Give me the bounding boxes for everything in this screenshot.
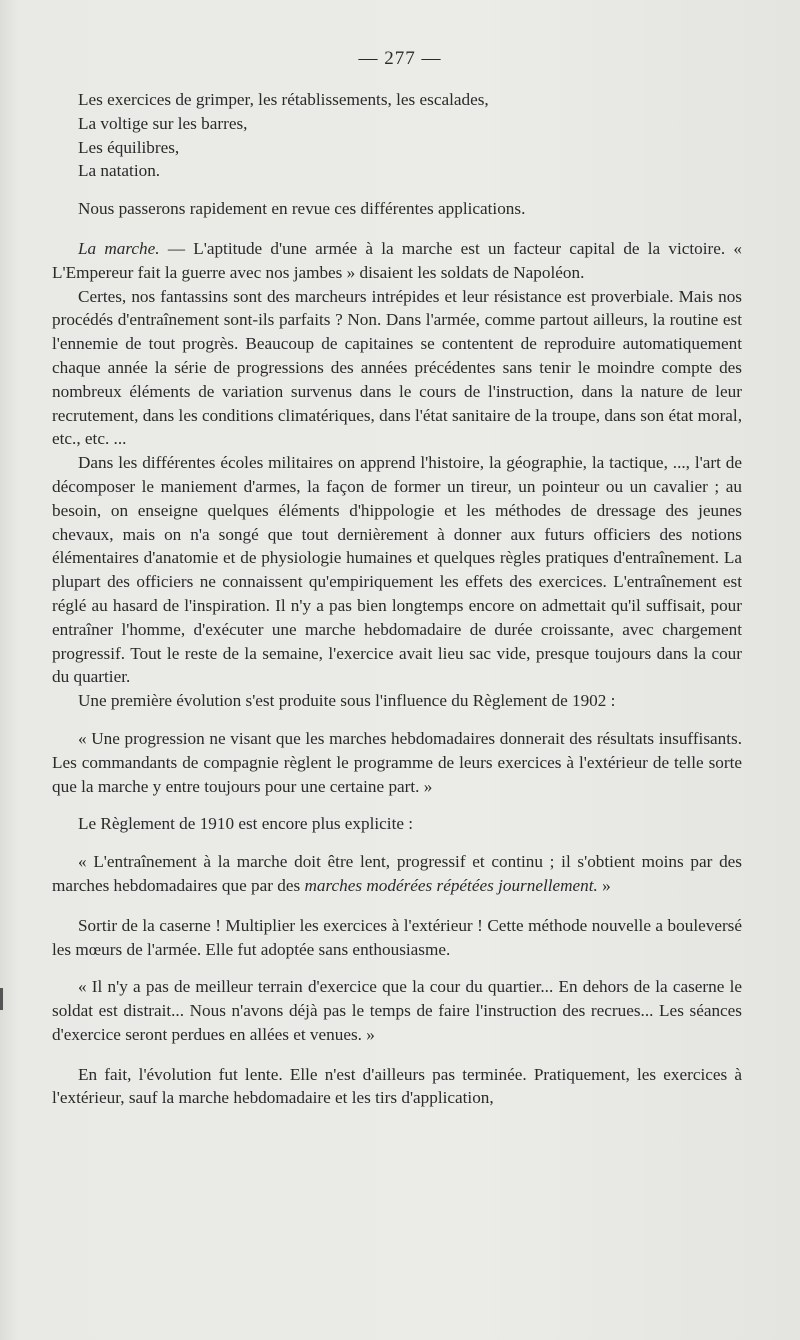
paragraph-en-fait: En fait, l'évolution fut lente. Elle n'est d'ailleurs pas terminée. Pratiquement, les exercices à l'extérieur, sauf la marche hebdomadaire et les tirs d'application, [52, 1064, 742, 1108]
list-line: Les équilibres, [78, 137, 180, 157]
paragraph-intro: Nous passerons rapidement en revue ces différentes applications. [78, 199, 526, 219]
page-number: — 277 — [358, 48, 442, 69]
quote-1910-end: » [597, 875, 611, 895]
list-line: La natation. [78, 161, 161, 181]
list-line: Les exercices de grimper, les rétablissements, les escalades, [78, 90, 489, 109]
page-body [52, 88, 742, 1110]
paragraph-marche [52, 237, 742, 285]
paragraph-marche-text: — L'aptitude d'une armée à la marche est un facteur capital de la victoire. « L'Empereur fait la guerre avec nos jambes » disaient les soldats de Napoléon. [52, 238, 742, 282]
quote-1910-start: « L'entraînement à la marche doit être lent, progressif et continu ; il s'obtient moins par des marches hebdomadaires que par des [52, 852, 742, 895]
paragraph-ecoles: Dans les différentes écoles militaires on apprend l'histoire, la géographie, la tactique, ..., l'art de décomposer le maniement d'armes, la façon de former un tireur, un pointeur ou un cavalier ; au besoin, on enseigne quelques éléments d'hippologie et les méthodes de dressage des jeunes chevaux, mais on n'a songé que tout dernièrement à donner aux futurs officiers des notions élémentaires d'anatomie et de physiologie humaines et quelques règles pratiques d'entraînement. La plupart des officiers ne connaissent qu'empiriquement les effets des exercices. L'entraînement est réglé au hasard de l'inspiration. Il n'y a pas bien longtemps encore on admettait qu'il suffisait, pour entraîner l'homme, d'exécuter une marche hebdomadaire de durée croissante, avec chargement progressif. Tout le reste de la semaine, l'exercice avait lieu sac vide, presque toujours dans la cour du quartier. [52, 453, 742, 687]
quote-1910-emphasis: marches modérées répétées journellement. [304, 875, 598, 895]
quote-reglement-1910 [52, 850, 742, 898]
list-line: La voltige sur les barres, [78, 113, 248, 133]
paragraph-sortir: Sortir de la caserne ! Multiplier les exercices à l'extérieur ! Cette méthode nouvelle a bouleversé les mœurs de l'armée. Elle fut adoptée sans enthousiasme. [52, 915, 742, 959]
quote-reglement-1902: « Une progression ne visant que les marches hebdomadaires donnerait des résultats insuffisants. Les commandants de compagnie règlent le programme de leurs exercices à l'extérieur de telle sorte que la marche y entre toujours pour une certaine part. » [52, 728, 742, 796]
quote-terrain: « Il n'y a pas de meilleur terrain d'exercice que la cour du quartier... En dehors de la caserne le soldat est distrait... Nous n'avons déjà pas le temps de faire l'instruction des recrues... Les séances d'exercice seront perdues en allées et venues. » [52, 977, 742, 1044]
scan-edge-mark [0, 988, 3, 1010]
paragraph-reglement-1910: Le Règlement de 1910 est encore plus explicite : [78, 814, 414, 834]
section-heading-marche: La marche. [78, 238, 160, 258]
paragraph-evolution: Une première évolution s'est produite sous l'influence du Règlement de 1902 : [78, 691, 616, 711]
paragraph-certes: Certes, nos fantassins sont des marcheurs intrépides et leur résistance est proverbiale. Mais nos procédés d'entraînement sont-ils parfaits ? Non. Dans l'armée, comme partout ailleurs, la routine est l'ennemie de tout progrès. Beaucoup de capitaines se contentent de reproduire automatiquement chaque année la série de progressions des années précédentes sans tenir le moindre compte des nombreux éléments de variation survenus dans le cours de l'instruction, dans la nature de leur recrutement, dans les conditions climatériques, dans l'état sanitaire de la troupe, dans son état moral, etc., etc. ... [52, 286, 742, 449]
